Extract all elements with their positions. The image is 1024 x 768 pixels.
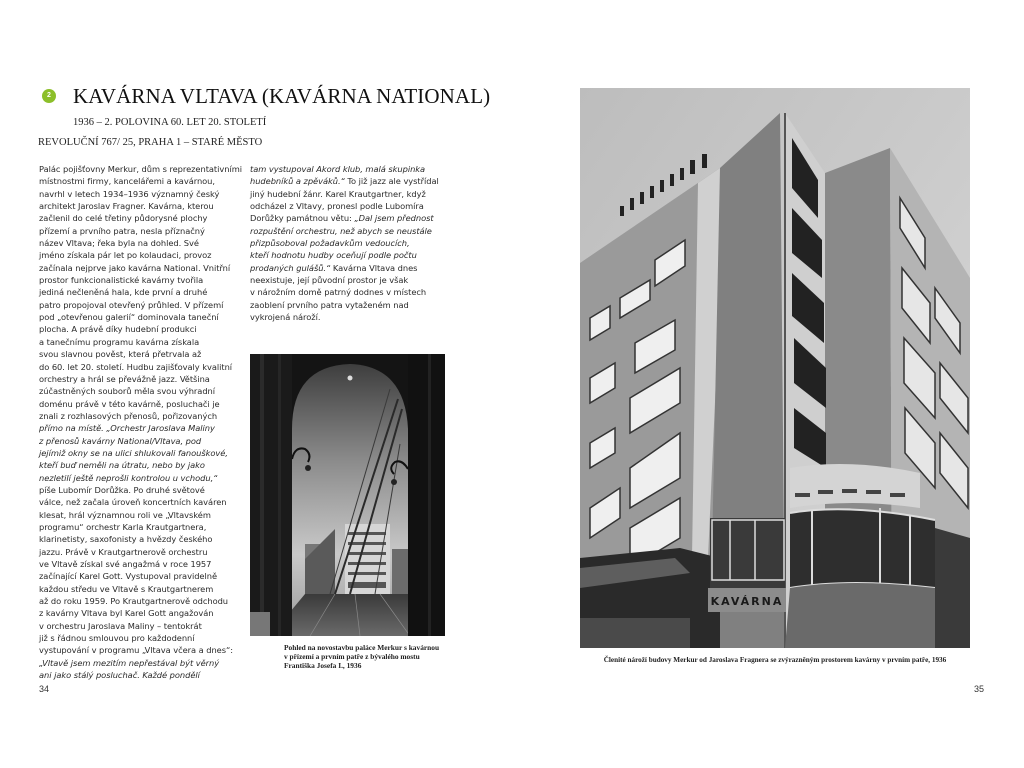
text-line: zúčastněných souborů měla svou výhradní (39, 386, 216, 397)
merkur-building-photo (580, 88, 970, 648)
text-line: v orchestru Jaroslava Maliny – tentokrát (39, 620, 202, 631)
text-line: patro propojoval otevřený průhled. V přízemí (39, 299, 224, 310)
text-line: v nárožním domě patrný dodnes v místech (250, 287, 427, 298)
chapter-number-badge: 2 (42, 89, 56, 103)
text-line: orchestry a hrál se převážně jazz. Většina (39, 373, 210, 384)
caption-line: v přízemí a prvním patře z bývalého mostu (284, 652, 420, 662)
caption-line: Pohled na novostavbu paláce Merkur s kavárnou (284, 643, 440, 652)
text-line: klarinetisty, saxofonisty a hvězdy českého (39, 534, 213, 545)
text-line: znali z rozhlasových přenosů, pořizovaných (39, 410, 218, 421)
text-line: zaoblení prvního patra vytaženém nad (250, 299, 409, 310)
body-text-column-1 (39, 163, 244, 681)
bridge-arch-illustration (250, 354, 445, 636)
text-line: navrhl v letech 1934–1936 významný český (39, 188, 220, 199)
text-line: vystupování v programu „Vltava včera a dnes“: (39, 645, 234, 656)
text-line: nezletilí ještě neprošli kontrolou u vchodu,“ (39, 472, 218, 483)
body-text-column-2 (250, 163, 450, 323)
chapter-title: KAVÁRNA VLTAVA (KAVÁRNA NATIONAL) (73, 84, 491, 108)
text-line: název Vltava; řeka byla na dohled. Své (39, 238, 199, 249)
text-line: kteří hodnotu hudby oceňují podle počtu (250, 250, 417, 261)
text-line: do 60. let 20. století. Hudbu zajišťovaly kvalitní (39, 361, 233, 372)
text-line: jediná nečleněná hala, kde první a druhé (39, 287, 208, 298)
text-line: ve Vltavě získal své angažmá v roce 1957 (39, 559, 212, 569)
text-line: Palác pojišťovny Merkur, dům s reprezentativními (39, 164, 243, 174)
text-line: jméno získala pár let po kolaudaci, provoz (39, 250, 212, 261)
text-line: místnostmi firmy, kancelářemi a kavárnou, (39, 176, 215, 187)
text-line: z kavárny Vltava byl Karel Gott angažován (39, 608, 214, 619)
cafe-sign-text: KAVÁRNA (710, 595, 784, 608)
caption-line: Františka Josefa I., 1936 (284, 661, 362, 671)
text-line: kteří buď neměli na útratu, nebo by jako (39, 460, 205, 471)
text-line: začínající Karel Gott. Vystupoval pravidelně (39, 571, 217, 582)
text-line: neexistuje, její původní prostor je však (250, 275, 409, 286)
text-line: pod „otevřenou galerií“ dominovala taneční (39, 312, 219, 323)
chapter-period: 1936 – 2. POLOVINA 60. LET 20. STOLETÍ (73, 117, 267, 128)
text-line: začínala nejprve jako kavárna National. Vnitřní (39, 262, 231, 273)
text-line: až do roku 1959. Po Krautgartnerově odchodu (39, 596, 229, 607)
text-line: prostor funkcionalistické kavárny tvořila (39, 275, 204, 286)
text-line: ani jako stálý posluchač. Každé pondělí (39, 670, 200, 681)
text-line: píše Lubomír Dorůžka. Po druhé světové (39, 484, 205, 495)
text-line: jejímiž okny se na ulici shlukovali fanouškové, (39, 447, 228, 458)
text-line: přímo na místě. „Orchestr Jaroslava Maliny (39, 423, 215, 434)
text-line: odcházel z Vltavy, pronesl podle Lubomíra (250, 201, 424, 212)
large-photo-caption: Členité nároží budovy Merkur od Jaroslava Fragnera se zvýrazněným prostorem kavárny v prvním patře, 1936 (603, 656, 947, 664)
small-photo-caption (284, 643, 459, 671)
text-line: začlenil do celé třetiny půdorysné plochy (39, 213, 208, 224)
text-line: jazzu. Právě v Krautgartnerově orchestru (39, 546, 208, 557)
text-line: rozpuštění orchestru, než abych se neustále (250, 225, 432, 236)
text-line: jiný hudební žánr. Karel Krautgartner, když (250, 188, 426, 199)
chapter-address: REVOLUČNÍ 767/ 25, PRAHA 1 – STARÉ MĚSTO (38, 137, 263, 148)
text-line: tam vystupoval Akord klub, malá skupinka (250, 164, 426, 174)
text-line: již s řádnou smlouvou pro každodenní (39, 633, 195, 644)
text-line: programu“ orchestr Karla Krautgartnera, (39, 521, 207, 532)
text-line: doménu právě v této kavárně, posluchači je (39, 398, 220, 409)
text-line: Dorůžky památnou větu: „Dal jsem přednost (250, 213, 434, 224)
text-line: a tanečnímu programu kavárna získala (39, 336, 200, 347)
text-line: hudebníků a zpěváků.“ To již jazz ale vystřídal (250, 176, 439, 187)
page-number-left: 34 (39, 684, 50, 694)
text-line: prodaných gulášů.“ Kavárna Vltava dnes (250, 262, 418, 273)
text-line: klesat, hrál významnou roli ve „Vltavském (39, 509, 211, 520)
text-line: válce, než začala úroveň koncertních kaváren (39, 497, 227, 508)
text-line: z přenosů kavárny National/Vltava, pod (39, 435, 202, 446)
bridge-arch-photo (250, 354, 445, 636)
text-line: vykrojená nároží. (250, 312, 321, 323)
text-line: plocha. A právě díky hudební produkci (39, 324, 197, 335)
text-line: svou slavnou pověst, která přetrvala až (39, 349, 202, 360)
text-line: „Vltavě jsem mezitím nepřestával být věrný (39, 657, 220, 668)
text-line: přízemí a prvního patra, nesla příznačný (39, 225, 205, 236)
text-line: každou středu ve Vltavě s Krautgartnerem (39, 583, 214, 594)
merkur-building-illustration (580, 88, 970, 648)
text-line: přizpůsoboval požadavkům vedoucích, (250, 238, 410, 249)
page-number-right: 35 (974, 684, 985, 694)
text-line: architekt Jaroslav Fragner. Kavárna, kterou (39, 201, 214, 212)
